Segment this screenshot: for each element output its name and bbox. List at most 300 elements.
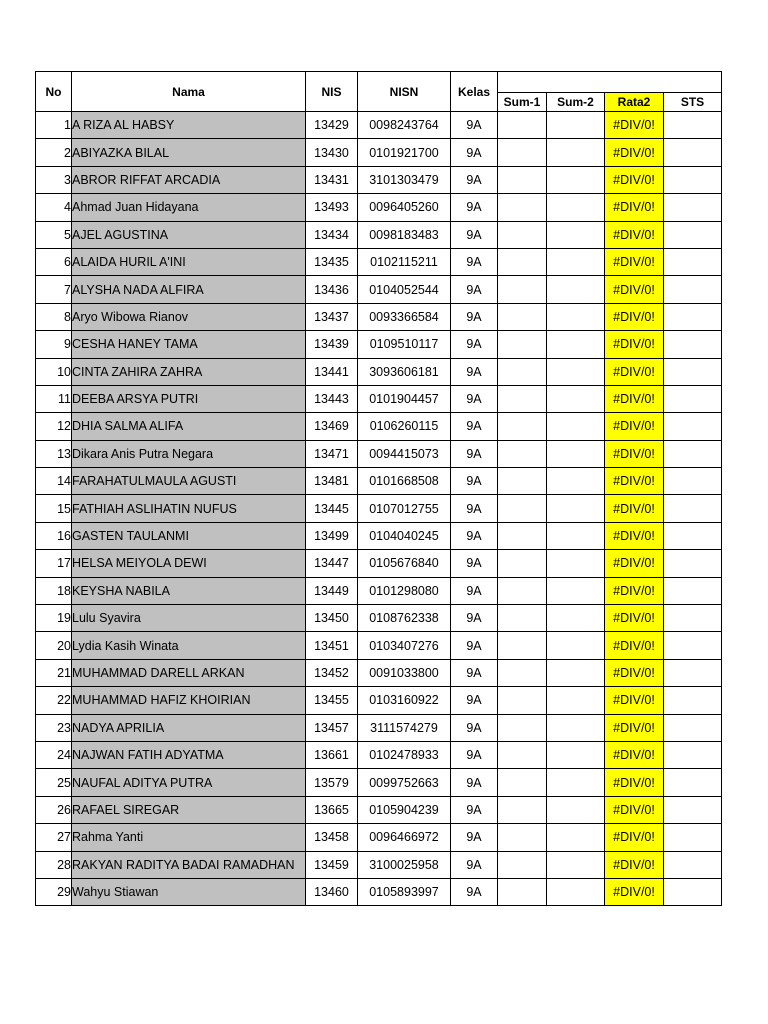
cell-sum1[interactable] [498, 303, 547, 330]
cell-nisn[interactable]: 0105676840 [358, 550, 451, 577]
cell-sts[interactable] [664, 577, 722, 604]
cell-nisn[interactable]: 3093606181 [358, 358, 451, 385]
cell-sum2[interactable] [547, 468, 605, 495]
cell-rata2[interactable]: #DIV/0! [605, 166, 664, 193]
cell-kelas[interactable]: 9A [451, 385, 498, 412]
cell-sts[interactable] [664, 468, 722, 495]
cell-no[interactable]: 11 [36, 385, 72, 412]
cell-kelas[interactable]: 9A [451, 276, 498, 303]
cell-nis[interactable]: 13665 [306, 796, 358, 823]
cell-rata2[interactable]: #DIV/0! [605, 687, 664, 714]
cell-nama[interactable]: A RIZA AL HABSY [72, 112, 306, 139]
cell-nis[interactable]: 13457 [306, 714, 358, 741]
header-sum1[interactable]: Sum-1 [498, 93, 547, 112]
cell-nis[interactable]: 13436 [306, 276, 358, 303]
cell-sts[interactable] [664, 550, 722, 577]
header-no[interactable]: No [36, 72, 72, 112]
cell-nisn[interactable]: 3111574279 [358, 714, 451, 741]
cell-sum2[interactable] [547, 769, 605, 796]
cell-sts[interactable] [664, 303, 722, 330]
cell-sum2[interactable] [547, 440, 605, 467]
cell-nisn[interactable]: 0101298080 [358, 577, 451, 604]
cell-sum1[interactable] [498, 659, 547, 686]
cell-kelas[interactable]: 9A [451, 166, 498, 193]
cell-nisn[interactable]: 0103160922 [358, 687, 451, 714]
cell-sts[interactable] [664, 632, 722, 659]
student-grade-table [35, 71, 722, 906]
cell-sum2[interactable] [547, 413, 605, 440]
table-row [36, 385, 722, 412]
cell-sum2[interactable] [547, 577, 605, 604]
cell-sum2[interactable] [547, 331, 605, 358]
cell-kelas[interactable]: 9A [451, 796, 498, 823]
cell-nama[interactable]: ALAIDA HURIL A'INI [72, 248, 306, 275]
cell-sum2[interactable] [547, 358, 605, 385]
cell-sum1[interactable] [498, 687, 547, 714]
cell-no[interactable]: 14 [36, 468, 72, 495]
cell-nis[interactable]: 13471 [306, 440, 358, 467]
cell-sum2[interactable] [547, 303, 605, 330]
table-row [36, 741, 722, 768]
table-row [36, 221, 722, 248]
cell-nis[interactable]: 13579 [306, 769, 358, 796]
cell-no[interactable]: 1 [36, 112, 72, 139]
table-row [36, 605, 722, 632]
cell-nis[interactable]: 13439 [306, 331, 358, 358]
table-row [36, 632, 722, 659]
cell-kelas[interactable]: 9A [451, 468, 498, 495]
cell-sum1[interactable] [498, 577, 547, 604]
cell-nama[interactable]: Ahmad Juan Hidayana [72, 194, 306, 221]
cell-sum2[interactable] [547, 796, 605, 823]
cell-no[interactable]: 21 [36, 659, 72, 686]
cell-no[interactable]: 15 [36, 495, 72, 522]
cell-sum1[interactable] [498, 112, 547, 139]
table-row [36, 769, 722, 796]
header-nis[interactable]: NIS [306, 72, 358, 112]
cell-nama[interactable]: ABIYAZKA BILAL [72, 139, 306, 166]
cell-nisn[interactable]: 0103407276 [358, 632, 451, 659]
cell-nama[interactable]: DHIA SALMA ALIFA [72, 413, 306, 440]
cell-sts[interactable] [664, 112, 722, 139]
cell-sts[interactable] [664, 851, 722, 878]
cell-sts[interactable] [664, 221, 722, 248]
cell-nisn[interactable]: 0107012755 [358, 495, 451, 522]
header-sts[interactable]: STS [664, 93, 722, 112]
cell-nama[interactable]: FARAHATULMAULA AGUSTI [72, 468, 306, 495]
cell-rata2[interactable]: #DIV/0! [605, 769, 664, 796]
cell-nama[interactable]: NAUFAL ADITYA PUTRA [72, 769, 306, 796]
table-row [36, 440, 722, 467]
cell-kelas[interactable]: 9A [451, 632, 498, 659]
cell-nis[interactable]: 13449 [306, 577, 358, 604]
cell-sts[interactable] [664, 796, 722, 823]
cell-sum1[interactable] [498, 824, 547, 851]
cell-rata2[interactable]: #DIV/0! [605, 303, 664, 330]
cell-rata2[interactable]: #DIV/0! [605, 385, 664, 412]
cell-sts[interactable] [664, 714, 722, 741]
cell-sum1[interactable] [498, 550, 547, 577]
cell-nis[interactable]: 13452 [306, 659, 358, 686]
cell-nis[interactable]: 13458 [306, 824, 358, 851]
cell-nisn[interactable]: 0098183483 [358, 221, 451, 248]
cell-kelas[interactable]: 9A [451, 878, 498, 905]
cell-kelas[interactable]: 9A [451, 851, 498, 878]
cell-no[interactable]: 7 [36, 276, 72, 303]
table-row [36, 194, 722, 221]
table-row [36, 878, 722, 905]
cell-nisn[interactable]: 0106260115 [358, 413, 451, 440]
cell-rata2[interactable]: #DIV/0! [605, 577, 664, 604]
cell-nisn[interactable]: 0096405260 [358, 194, 451, 221]
cell-no[interactable]: 13 [36, 440, 72, 467]
cell-sum1[interactable] [498, 522, 547, 549]
cell-sts[interactable] [664, 248, 722, 275]
cell-sts[interactable] [664, 139, 722, 166]
cell-sum1[interactable] [498, 605, 547, 632]
cell-nama[interactable]: MUHAMMAD DARELL ARKAN [72, 659, 306, 686]
cell-nama[interactable]: Rahma Yanti [72, 824, 306, 851]
cell-nama[interactable]: RAKYAN RADITYA BADAI RAMADHAN [72, 851, 306, 878]
cell-nama[interactable]: GASTEN TAULANMI [72, 522, 306, 549]
cell-kelas[interactable]: 9A [451, 303, 498, 330]
cell-no[interactable]: 29 [36, 878, 72, 905]
cell-no[interactable]: 5 [36, 221, 72, 248]
cell-nis[interactable]: 13459 [306, 851, 358, 878]
cell-nisn[interactable]: 0109510117 [358, 331, 451, 358]
cell-rata2[interactable]: #DIV/0! [605, 221, 664, 248]
cell-sum1[interactable] [498, 714, 547, 741]
cell-nis[interactable]: 13493 [306, 194, 358, 221]
cell-nis[interactable]: 13437 [306, 303, 358, 330]
table-row [36, 166, 722, 193]
cell-kelas[interactable]: 9A [451, 605, 498, 632]
cell-sum1[interactable] [498, 769, 547, 796]
table-row [36, 358, 722, 385]
cell-rata2[interactable]: #DIV/0! [605, 331, 664, 358]
cell-kelas[interactable]: 9A [451, 714, 498, 741]
table-row [36, 303, 722, 330]
cell-nisn[interactable]: 3100025958 [358, 851, 451, 878]
cell-kelas[interactable]: 9A [451, 824, 498, 851]
cell-sts[interactable] [664, 769, 722, 796]
cell-sum1[interactable] [498, 468, 547, 495]
cell-kelas[interactable]: 9A [451, 194, 498, 221]
cell-nama[interactable]: ALYSHA NADA ALFIRA [72, 276, 306, 303]
cell-sts[interactable] [664, 276, 722, 303]
cell-no[interactable]: 18 [36, 577, 72, 604]
cell-sum1[interactable] [498, 248, 547, 275]
cell-sum1[interactable] [498, 385, 547, 412]
cell-sum1[interactable] [498, 221, 547, 248]
cell-nama[interactable]: Wahyu Stiawan [72, 878, 306, 905]
cell-no[interactable]: 25 [36, 769, 72, 796]
table-row [36, 824, 722, 851]
cell-no[interactable]: 17 [36, 550, 72, 577]
cell-rata2[interactable]: #DIV/0! [605, 824, 664, 851]
cell-sum1[interactable] [498, 495, 547, 522]
cell-sum1[interactable] [498, 632, 547, 659]
cell-sum2[interactable] [547, 248, 605, 275]
cell-nama[interactable]: FATHIAH ASLIHATIN NUFUS [72, 495, 306, 522]
cell-rata2[interactable]: #DIV/0! [605, 659, 664, 686]
cell-sum1[interactable] [498, 358, 547, 385]
cell-sum1[interactable] [498, 166, 547, 193]
cell-nama[interactable]: CINTA ZAHIRA ZAHRA [72, 358, 306, 385]
table-row [36, 687, 722, 714]
cell-sts[interactable] [664, 659, 722, 686]
cell-nis[interactable]: 13455 [306, 687, 358, 714]
cell-no[interactable]: 12 [36, 413, 72, 440]
cell-sum2[interactable] [547, 851, 605, 878]
cell-no[interactable]: 24 [36, 741, 72, 768]
cell-nama[interactable]: Dikara Anis Putra Negara [72, 440, 306, 467]
cell-sts[interactable] [664, 331, 722, 358]
cell-rata2[interactable]: #DIV/0! [605, 468, 664, 495]
table-header [36, 72, 722, 112]
table-row [36, 276, 722, 303]
cell-rata2[interactable]: #DIV/0! [605, 139, 664, 166]
cell-sts[interactable] [664, 522, 722, 549]
cell-sum1[interactable] [498, 796, 547, 823]
cell-nama[interactable]: Aryo Wibowa Rianov [72, 303, 306, 330]
cell-no[interactable]: 6 [36, 248, 72, 275]
cell-nis[interactable]: 13430 [306, 139, 358, 166]
cell-nisn[interactable]: 3101303479 [358, 166, 451, 193]
cell-no[interactable]: 4 [36, 194, 72, 221]
cell-kelas[interactable]: 9A [451, 495, 498, 522]
table-row [36, 522, 722, 549]
cell-rata2[interactable]: #DIV/0! [605, 851, 664, 878]
cell-kelas[interactable]: 9A [451, 358, 498, 385]
cell-nisn[interactable]: 0104040245 [358, 522, 451, 549]
cell-sum2[interactable] [547, 714, 605, 741]
cell-nis[interactable]: 13435 [306, 248, 358, 275]
cell-nisn[interactable]: 0101904457 [358, 385, 451, 412]
cell-sts[interactable] [664, 194, 722, 221]
cell-nisn[interactable]: 0105904239 [358, 796, 451, 823]
cell-rata2[interactable]: #DIV/0! [605, 248, 664, 275]
cell-kelas[interactable]: 9A [451, 139, 498, 166]
cell-kelas[interactable]: 9A [451, 577, 498, 604]
cell-sum1[interactable] [498, 194, 547, 221]
cell-sum1[interactable] [498, 878, 547, 905]
cell-rata2[interactable]: #DIV/0! [605, 112, 664, 139]
cell-sum2[interactable] [547, 741, 605, 768]
table-row [36, 248, 722, 275]
table-row [36, 659, 722, 686]
header-rata2[interactable]: Rata2 [605, 93, 664, 112]
cell-rata2[interactable]: #DIV/0! [605, 878, 664, 905]
cell-no[interactable]: 23 [36, 714, 72, 741]
cell-no[interactable]: 8 [36, 303, 72, 330]
cell-kelas[interactable]: 9A [451, 550, 498, 577]
cell-sum1[interactable] [498, 851, 547, 878]
cell-nama[interactable]: MUHAMMAD HAFIZ KHOIRIAN [72, 687, 306, 714]
cell-nama[interactable]: HELSA MEIYOLA DEWI [72, 550, 306, 577]
cell-nisn[interactable]: 0108762338 [358, 605, 451, 632]
cell-no[interactable]: 27 [36, 824, 72, 851]
cell-rata2[interactable]: #DIV/0! [605, 194, 664, 221]
cell-nama[interactable]: DEEBA ARSYA PUTRI [72, 385, 306, 412]
cell-rata2[interactable]: #DIV/0! [605, 632, 664, 659]
header-sum2[interactable]: Sum-2 [547, 93, 605, 112]
cell-nis[interactable]: 13460 [306, 878, 358, 905]
cell-sts[interactable] [664, 605, 722, 632]
cell-nisn[interactable]: 0099752663 [358, 769, 451, 796]
cell-no[interactable]: 16 [36, 522, 72, 549]
cell-nis[interactable]: 13431 [306, 166, 358, 193]
cell-sum2[interactable] [547, 221, 605, 248]
cell-nama[interactable]: ABROR RIFFAT ARCADIA [72, 166, 306, 193]
cell-sts[interactable] [664, 687, 722, 714]
cell-sum2[interactable] [547, 495, 605, 522]
table-row [36, 331, 722, 358]
cell-sum1[interactable] [498, 741, 547, 768]
cell-rata2[interactable]: #DIV/0! [605, 605, 664, 632]
cell-nisn[interactable]: 0102478933 [358, 741, 451, 768]
cell-sum2[interactable] [547, 112, 605, 139]
cell-nisn[interactable]: 0093366584 [358, 303, 451, 330]
cell-rata2[interactable]: #DIV/0! [605, 440, 664, 467]
cell-sum1[interactable] [498, 413, 547, 440]
cell-nis[interactable]: 13499 [306, 522, 358, 549]
cell-no[interactable]: 3 [36, 166, 72, 193]
table-row [36, 851, 722, 878]
cell-sts[interactable] [664, 166, 722, 193]
cell-sts[interactable] [664, 358, 722, 385]
cell-sum1[interactable] [498, 440, 547, 467]
cell-nis[interactable]: 13450 [306, 605, 358, 632]
cell-kelas[interactable]: 9A [451, 659, 498, 686]
table-row [36, 468, 722, 495]
header-nama[interactable]: Nama [72, 72, 306, 112]
cell-nisn[interactable]: 0094415073 [358, 440, 451, 467]
cell-nisn[interactable]: 0091033800 [358, 659, 451, 686]
cell-sum2[interactable] [547, 632, 605, 659]
cell-nis[interactable]: 13443 [306, 385, 358, 412]
cell-nis[interactable]: 13434 [306, 221, 358, 248]
cell-sum2[interactable] [547, 385, 605, 412]
table-row [36, 139, 722, 166]
cell-sts[interactable] [664, 413, 722, 440]
cell-nisn[interactable]: 0104052544 [358, 276, 451, 303]
cell-sum2[interactable] [547, 659, 605, 686]
cell-rata2[interactable]: #DIV/0! [605, 741, 664, 768]
cell-sum2[interactable] [547, 276, 605, 303]
cell-no[interactable]: 10 [36, 358, 72, 385]
table-row [36, 714, 722, 741]
cell-sts[interactable] [664, 385, 722, 412]
cell-nama[interactable]: Lydia Kasih Winata [72, 632, 306, 659]
table-row [36, 413, 722, 440]
cell-rata2[interactable]: #DIV/0! [605, 714, 664, 741]
cell-nis[interactable]: 13441 [306, 358, 358, 385]
cell-no[interactable]: 28 [36, 851, 72, 878]
cell-sum1[interactable] [498, 139, 547, 166]
cell-rata2[interactable]: #DIV/0! [605, 550, 664, 577]
cell-nis[interactable]: 13481 [306, 468, 358, 495]
cell-nis[interactable]: 13429 [306, 112, 358, 139]
cell-no[interactable]: 2 [36, 139, 72, 166]
header-group-blank[interactable] [498, 72, 722, 93]
cell-nama[interactable]: AJEL AGUSTINA [72, 221, 306, 248]
cell-rata2[interactable]: #DIV/0! [605, 358, 664, 385]
cell-nama[interactable]: NAJWAN FATIH ADYATMA [72, 741, 306, 768]
cell-no[interactable]: 19 [36, 605, 72, 632]
cell-kelas[interactable]: 9A [451, 769, 498, 796]
table-body [36, 112, 722, 906]
cell-kelas[interactable]: 9A [451, 522, 498, 549]
cell-rata2[interactable]: #DIV/0! [605, 796, 664, 823]
cell-kelas[interactable]: 9A [451, 440, 498, 467]
cell-nis[interactable]: 13447 [306, 550, 358, 577]
cell-sts[interactable] [664, 878, 722, 905]
cell-nis[interactable]: 13445 [306, 495, 358, 522]
cell-nama[interactable]: Lulu Syavira [72, 605, 306, 632]
cell-sts[interactable] [664, 824, 722, 851]
cell-sum2[interactable] [547, 878, 605, 905]
cell-kelas[interactable]: 9A [451, 413, 498, 440]
cell-nama[interactable]: NADYA APRILIA [72, 714, 306, 741]
cell-nisn[interactable]: 0105893997 [358, 878, 451, 905]
cell-kelas[interactable]: 9A [451, 741, 498, 768]
cell-kelas[interactable]: 9A [451, 221, 498, 248]
cell-sum2[interactable] [547, 687, 605, 714]
cell-rata2[interactable]: #DIV/0! [605, 522, 664, 549]
cell-sum2[interactable] [547, 166, 605, 193]
cell-nama[interactable]: CESHA HANEY TAMA [72, 331, 306, 358]
cell-no[interactable]: 26 [36, 796, 72, 823]
cell-no[interactable]: 20 [36, 632, 72, 659]
cell-nis[interactable]: 13469 [306, 413, 358, 440]
header-kelas[interactable]: Kelas [451, 72, 498, 112]
cell-kelas[interactable]: 9A [451, 687, 498, 714]
cell-no[interactable]: 9 [36, 331, 72, 358]
cell-rata2[interactable]: #DIV/0! [605, 276, 664, 303]
cell-sum2[interactable] [547, 139, 605, 166]
cell-kelas[interactable]: 9A [451, 112, 498, 139]
cell-sum1[interactable] [498, 276, 547, 303]
header-nisn[interactable]: NISN [358, 72, 451, 112]
cell-sum2[interactable] [547, 605, 605, 632]
cell-nisn[interactable]: 0102115211 [358, 248, 451, 275]
cell-nisn[interactable]: 0096466972 [358, 824, 451, 851]
cell-sts[interactable] [664, 440, 722, 467]
cell-sum2[interactable] [547, 550, 605, 577]
cell-nisn[interactable]: 0101921700 [358, 139, 451, 166]
cell-kelas[interactable]: 9A [451, 331, 498, 358]
cell-sum1[interactable] [498, 331, 547, 358]
cell-rata2[interactable]: #DIV/0! [605, 495, 664, 522]
table-row [36, 112, 722, 139]
cell-nisn[interactable]: 0098243764 [358, 112, 451, 139]
cell-sum2[interactable] [547, 194, 605, 221]
cell-no[interactable]: 22 [36, 687, 72, 714]
cell-rata2[interactable]: #DIV/0! [605, 413, 664, 440]
cell-nis[interactable]: 13451 [306, 632, 358, 659]
cell-nisn[interactable]: 0101668508 [358, 468, 451, 495]
table-row [36, 796, 722, 823]
cell-nis[interactable]: 13661 [306, 741, 358, 768]
cell-sts[interactable] [664, 495, 722, 522]
cell-nama[interactable]: KEYSHA NABILA [72, 577, 306, 604]
cell-sum2[interactable] [547, 522, 605, 549]
cell-sum2[interactable] [547, 824, 605, 851]
cell-nama[interactable]: RAFAEL SIREGAR [72, 796, 306, 823]
cell-sts[interactable] [664, 741, 722, 768]
cell-kelas[interactable]: 9A [451, 248, 498, 275]
